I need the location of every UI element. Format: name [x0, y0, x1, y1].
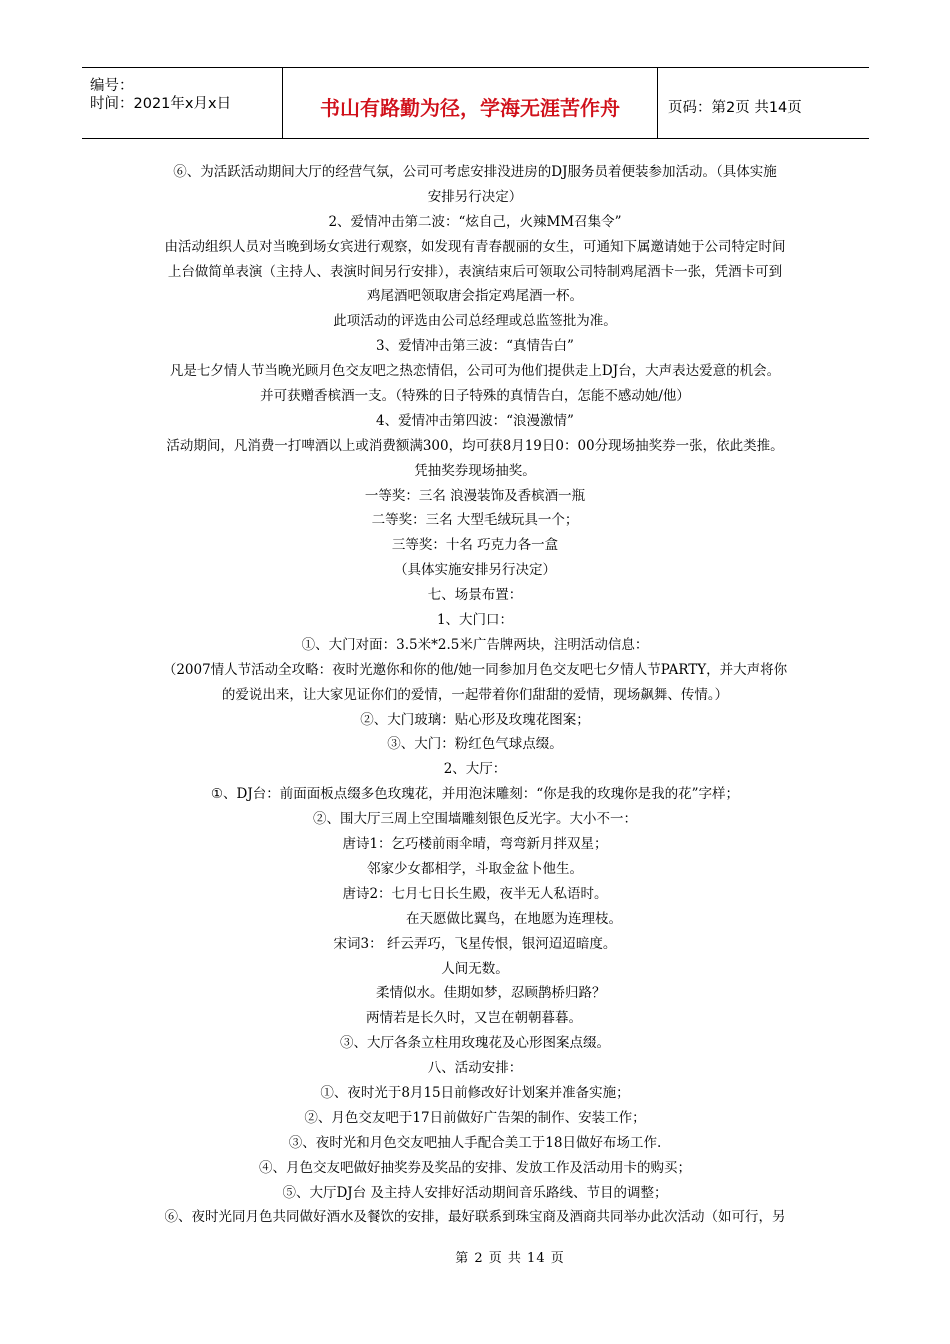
body-line: （2007情人节活动全攻略：夜时光邀你和你的他/她一同参加月色交友吧七夕情人节PARTY，并大声将你 — [162, 661, 788, 678]
sub-heading: 2、大厅： — [443, 761, 507, 778]
body-line: 凭抽奖券现场抽奖。 — [414, 462, 536, 479]
poem-line: 两情若是长久时，又岂在朝朝暮暮。 — [366, 1010, 582, 1027]
poem-line: 柔情似水。佳期如梦，忍顾鹊桥归路？ — [376, 985, 606, 1002]
body-line: ④、月色交友吧做好抽奖券及奖品的安排、发放工作及活动用卡的购买； — [259, 1159, 691, 1176]
poem-line: 在天愿做比翼鸟，在地愿为连理枝。 — [406, 910, 622, 927]
body-line: ③、大厅各条立柱用玫瑰花及心形图案点缀。 — [340, 1035, 610, 1052]
body-line: 活动期间，凡消费一打啤酒以上或消费额满300，均可获8月19日0：00分现场抽奖券一张，依此类推。 — [166, 437, 784, 454]
body-line: ①、大门对面：3.5米*2.5米广告牌两块，注明活动信息： — [301, 636, 649, 653]
section-heading: 2、爱情冲击第二波：“炫自己，火辣MM召集令” — [328, 213, 622, 230]
body-line: ⑥、夜时光同月色共同做好酒水及餐饮的安排，最好联系到珠宝商及酒商共同举办此次活动（如可行，另 — [164, 1209, 786, 1226]
poem-line: 宋词3： 纤云弄巧，飞星传恨，银河迢迢暗度。 — [333, 935, 617, 952]
number-label: 编号： — [90, 78, 134, 94]
poem-line: 邻家少女都相学，斗取金盆卜他生。 — [367, 860, 583, 877]
body-line: ③、夜时光和月色交友吧抽人手配合美工于18日做好布场工作. — [288, 1134, 662, 1151]
document-body — [130, 160, 820, 1230]
body-line: （具体实施安排另行决定） — [394, 562, 556, 579]
body-line: 凡是七夕情人节当晚光顾月色交友吧之热恋情侣，公司可为他们提供走上DJ台，大声表达爱意的机会。 — [169, 363, 781, 380]
poem-line: 唐诗1：乞巧楼前雨伞晴，弯弯新月拌双星； — [342, 836, 608, 853]
sub-heading: 1、大门口： — [436, 612, 514, 629]
body-line: 鸡尾酒吧领取唐会指定鸡尾酒一杯。 — [367, 288, 583, 305]
body-line: 此项活动的评选由公司总经理或总监签批为准。 — [333, 313, 617, 330]
body-line: ②、月色交友吧于17日前做好广告架的制作、安装工作； — [304, 1109, 646, 1126]
poem-line: 人间无数。 — [441, 960, 509, 977]
section-heading: 八、活动安排： — [427, 1060, 523, 1077]
body-line: 安排另行决定） — [427, 188, 523, 205]
page-number: 第 2 页 共 14 页 — [455, 1251, 565, 1266]
header-motto-cell — [283, 68, 658, 138]
body-line: ②、围大厅三周上空围墙雕刻银色反光字。大小不一： — [313, 811, 637, 828]
body-line: 上台做简单表演（主持人、表演时间另行安排），表演结束后可领取公司特制鸡尾酒卡一张，凭酒卡可到 — [167, 263, 783, 280]
body-line: 由活动组织人员对当晚到场女宾进行观察，如发现有青春靓丽的女生，可通知下属邀请她于公司特定时间 — [164, 238, 786, 255]
body-line: ⑥、为活跃活动期间大厅的经营气氛，公司可考虑安排没进房的DJ服务员着便装参加活动。（具体实施 — [173, 164, 777, 180]
section-heading: 4、爱情冲击第四波：“浪漫激情” — [376, 412, 574, 429]
page-header — [82, 67, 869, 139]
body-line: ⑤、大厅DJ台 及主持人安排好活动期间音乐路线、节目的调整； — [282, 1184, 668, 1201]
section-heading: 3、爱情冲击第三波：“真情告白” — [376, 338, 574, 355]
body-line: ①、夜时光于8月15日前修改好计划案并准备实施； — [320, 1084, 630, 1101]
page-footer — [0, 1247, 950, 1266]
poem-line: 唐诗2：七月七日长生殿，夜半无人私语时。 — [342, 885, 608, 902]
header-meta-cell — [82, 68, 283, 138]
page-code: 页码：第2页 共14页 — [668, 100, 802, 116]
header-page-cell — [658, 68, 869, 138]
time-label: 时间：2021年x月x日 — [90, 96, 232, 112]
body-line: 的爱说出来，让大家见证你们的爱情，一起带着你们甜甜的爱情，现场飙舞、传情。） — [221, 686, 729, 703]
body-line: ③、大门：粉红色气球点缀。 — [387, 736, 563, 753]
prize-line: 三等奖：十名 巧克力各一盒 — [391, 537, 559, 554]
body-line: 并可获赠香槟酒一支。（特殊的日子特殊的真情告白，怎能不感动她/他） — [260, 388, 690, 405]
body-line: ②、大门玻璃：贴心形及玫瑰花图案； — [360, 711, 590, 728]
body-line: ①、DJ台：前面面板点缀多色玫瑰花，并用泡沫雕刻：“你是我的玫瑰你是我的花”字样； — [210, 786, 740, 803]
motto: 书山有路勤为径，学海无涯苦作舟 — [320, 96, 620, 120]
section-heading: 七、场景布置： — [427, 587, 523, 604]
prize-line: 二等奖：三名 大型毛绒玩具一个； — [371, 512, 579, 529]
prize-line: 一等奖：三名 浪漫装饰及香槟酒一瓶 — [364, 487, 586, 504]
